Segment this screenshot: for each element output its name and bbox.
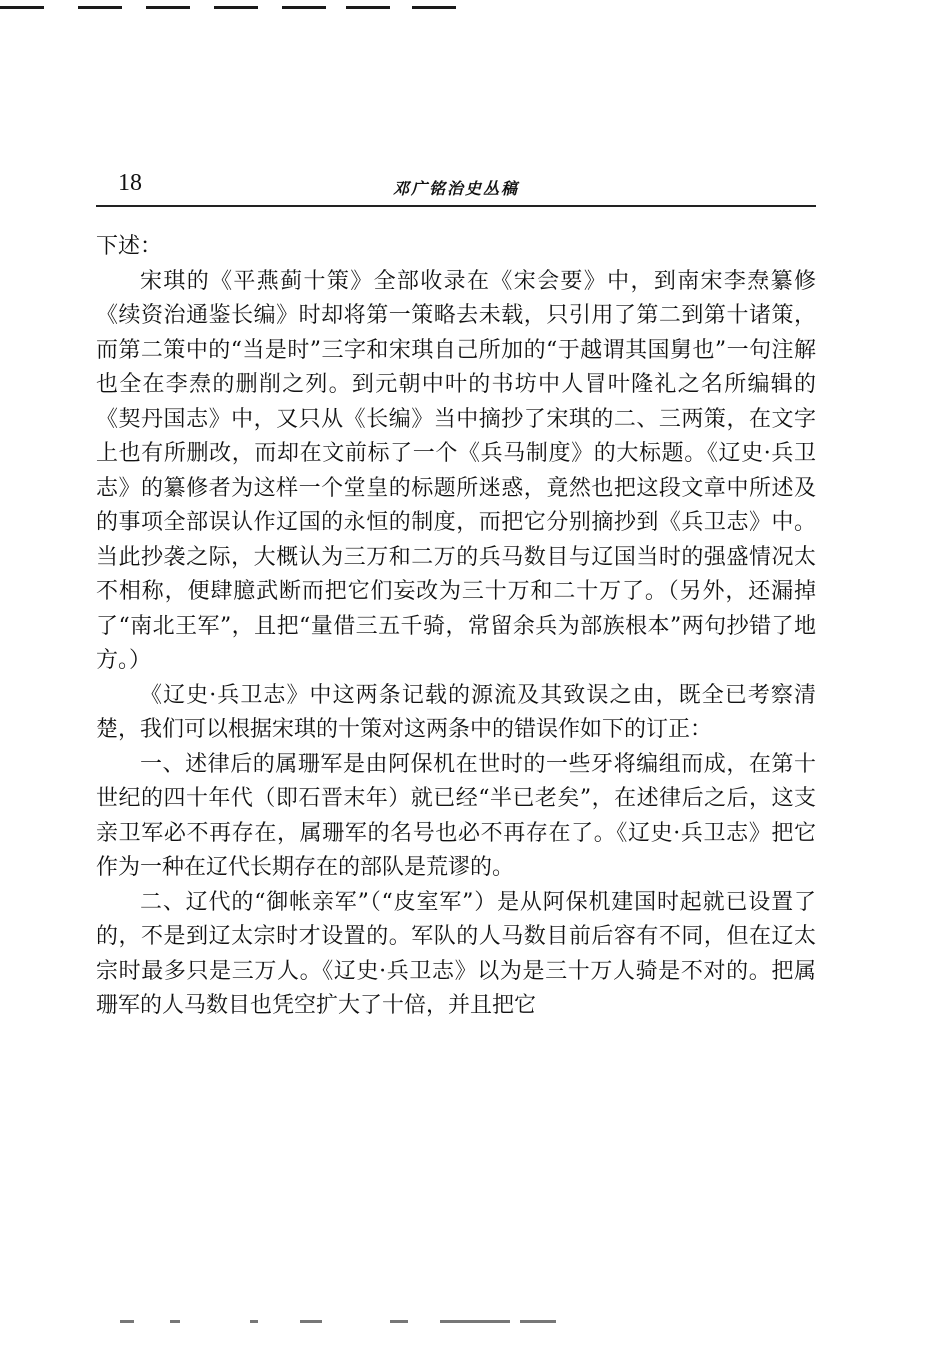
paragraph: 一、述律后的属珊军是由阿保机在世时的一些牙将编组而成，在第十世纪的四十年代（即石晋末年）就已经“半已老矣”，在述律后之后，这支亲卫军必不再存在，属珊军的名号也必不再存在了。《辽史·兵卫志》把它作为一种在辽代长期存在的部队是荒谬的。	[96, 751, 816, 880]
paragraph: 《辽史·兵卫志》中这两条记载的源流及其致误之由，既全已考察清楚，我们可以根据宋琪的十策对这两条中的错误作如下的订正：	[96, 682, 816, 742]
page-number: 18	[118, 170, 142, 196]
running-title: 邓广铭治史丛稿	[392, 179, 519, 198]
body-text	[96, 230, 816, 1024]
scan-edge-marks	[0, 0, 952, 20]
running-head	[96, 168, 816, 204]
paragraph: 二、辽代的“御帐亲军”（“皮室军”）是从阿保机建国时起就已设置了的，不是到辽太宗时才设置的。军队的人马数目前后容有不同，但在辽太宗时最多只是三万人。《辽史·兵卫志》以为是三十万人骑是不对的。把属珊军的人马数目也凭空扩大了十倍，并且把它	[96, 889, 816, 1018]
header-rule	[96, 205, 816, 207]
paragraph: 宋琪的《平燕蓟十策》全部收录在《宋会要》中，到南宋李焘纂修《续资治通鉴长编》时却将第一策略去未载，只引用了第二到第十诸策，而第二策中的“当是时”三字和宋琪自己所加的“于越谓其国舅也”一句注解也全在李焘的删削之列。到元朝中叶的书坊中人冒叶隆礼之名所编辑的《契丹国志》中，又只从《长编》当中摘抄了宋琪的二、三两策，在文字上也有所删改，而却在文前标了一个《兵马制度》的大标题。《辽史·兵卫志》的纂修者为这样一个堂皇的标题所迷惑，竟然也把这段文章中所述及的事项全部误认作辽国的永恒的制度，而把它分别摘抄到《兵卫志》中。当此抄袭之际，大概认为三万和二万的兵马数目与辽国当时的强盛情况太不相称，便肆臆武断而把它们妄改为三十万和二十万了。（另外，还漏掉了“南北王军”，且把“量借三五千骑，常留余兵为部族根本”两句抄错了地方。）	[96, 268, 816, 673]
scan-bottom-noise	[110, 1318, 570, 1326]
paragraph-continuation: 下述：	[96, 234, 163, 259]
